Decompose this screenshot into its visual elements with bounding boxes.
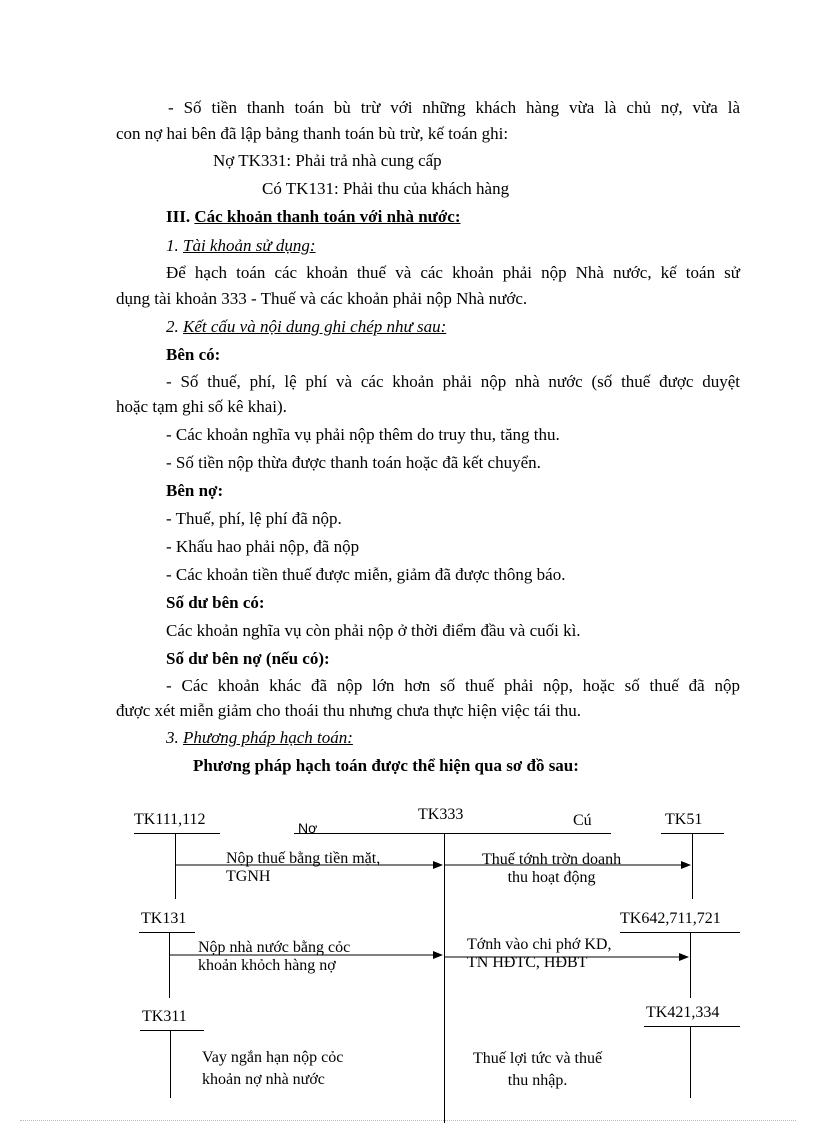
paragraph-1-line-1: - Số tiền thanh toán bù trừ với những khách hàng vừa là chủ nợ, vừa là <box>168 98 740 117</box>
ben-co-item-1-line-2: hoặc tạm ghi số kê khai). <box>116 397 287 416</box>
so-du-no-heading: Số dư bên nợ (nếu có): <box>166 649 330 668</box>
desc-short-term-loan-line-1: Vay ngắn hạn nộp cỏc <box>202 1049 344 1066</box>
section-number: III. <box>166 207 191 226</box>
subheading-1-number: 1. <box>166 236 179 255</box>
desc-receivable-payment <box>198 939 350 975</box>
ben-co-item-3: - Số tiền nộp thừa được thanh toán hoặc đã kết chuyển. <box>166 453 541 472</box>
ben-no-item-1: - Thuế, phí, lệ phí đã nộp. <box>166 509 342 528</box>
desc-receivable-payment-line-2: khoản khỏch hàng nợ <box>198 957 336 974</box>
account-label-tk131: TK131 <box>141 910 187 927</box>
ben-co-heading: Bên có: <box>166 345 221 364</box>
section-title: Các khoản thanh toán với nhà nước: <box>194 207 461 226</box>
paragraph-2-line-2: dụng tài khoản 333 - Thuế và các khoản phải nộp Nhà nước. <box>116 289 528 308</box>
desc-revenue-tax-line-2: thu hoạt động <box>507 869 596 886</box>
account-label-tk111-112: TK111,112 <box>134 811 206 828</box>
account-label-tk333: TK333 <box>418 806 464 823</box>
ben-no-item-2: - Khấu hao phải nộp, đã nộp <box>166 537 360 556</box>
account-label-tk311: TK311 <box>142 1008 187 1025</box>
page-bottom-edge <box>20 1120 796 1121</box>
credit-side-label: Cú <box>573 812 592 829</box>
desc-receivable-payment-line-1: Nộp nhà nước bằng cỏc <box>198 939 351 956</box>
so-du-co-heading: Số dư bên có: <box>166 593 265 612</box>
subheading-1-title: Tài khoản sử dụng: <box>183 236 316 255</box>
desc-income-tax-line-2: thu nhập. <box>507 1072 568 1089</box>
desc-cash-payment-line-1: Nộp thuế bằng tiền mặt, <box>226 850 381 867</box>
desc-cash-payment <box>226 850 380 886</box>
desc-expense-allocation <box>467 936 611 972</box>
so-du-no-line-2: được xét miễn giảm cho thoái thu nhưng chưa thực hiện việc tái thu. <box>116 701 582 720</box>
desc-revenue-tax <box>482 851 621 887</box>
account-label-tk421-334: TK421,334 <box>646 1004 720 1021</box>
ben-no-heading: Bên nợ: <box>166 481 224 500</box>
desc-short-term-loan-line-2: khoản nợ nhà nước <box>202 1071 325 1088</box>
desc-short-term-loan <box>202 1047 343 1091</box>
subheading-3-title: Phương pháp hạch toán: <box>183 728 353 747</box>
desc-revenue-tax-line-1: Thuế tớnh trờn doanh <box>482 851 622 868</box>
so-du-co-text: Các khoản nghĩa vụ còn phải nộp ở thời điểm đầu và cuối kì. <box>166 621 581 640</box>
account-label-tk51: TK51 <box>665 811 703 828</box>
debit-side-label: Nơ <box>298 820 318 836</box>
desc-cash-payment-line-2: TGNH <box>226 868 271 885</box>
journal-entry-credit: Có TK131: Phải thu của khách hàng <box>262 179 510 198</box>
diagram-caption: Phương pháp hạch toán được thể hiện qua sơ đồ sau: <box>193 756 579 775</box>
ben-co-item-2: - Các khoản nghĩa vụ phải nộp thêm do truy thu, tăng thu. <box>166 425 560 444</box>
desc-expense-allocation-line-1: Tớnh vào chi phớ KD, <box>467 936 612 953</box>
desc-income-tax <box>473 1048 602 1092</box>
ben-no-item-3: - Các khoản tiền thuế được miễn, giảm đã được thông báo. <box>166 565 566 584</box>
paragraph-1-line-2: con nợ hai bên đã lập bảng thanh toán bù trừ, kế toán ghi: <box>116 124 509 143</box>
paragraph-2-line-1: Để hạch toán các khoản thuế và các khoản phải nộp Nhà nước, kế toán sử <box>166 263 740 282</box>
ben-co-item-1-line-1: - Số thuế, phí, lệ phí và các khoản phải nộp nhà nước (số thuế được duyệt <box>166 372 740 391</box>
desc-income-tax-line-1: Thuế lợi tức và thuế <box>473 1050 603 1067</box>
desc-expense-allocation-line-2: TN HĐTC, HĐBT <box>467 954 588 971</box>
subheading-2-number: 2. <box>166 317 179 336</box>
subheading-3-number: 3. <box>166 728 179 747</box>
so-du-no-line-1: - Các khoản khác đã nộp lớn hơn số thuế phải nộp, hoặc số thuế đã nộp <box>166 676 740 695</box>
account-label-tk642-711-721: TK642,711,721 <box>620 910 721 927</box>
journal-entry-debit: Nợ TK331: Phải trả nhà cung cấp <box>213 151 442 170</box>
subheading-2-title: Kết cấu và nội dung ghi chép như sau: <box>183 317 447 336</box>
